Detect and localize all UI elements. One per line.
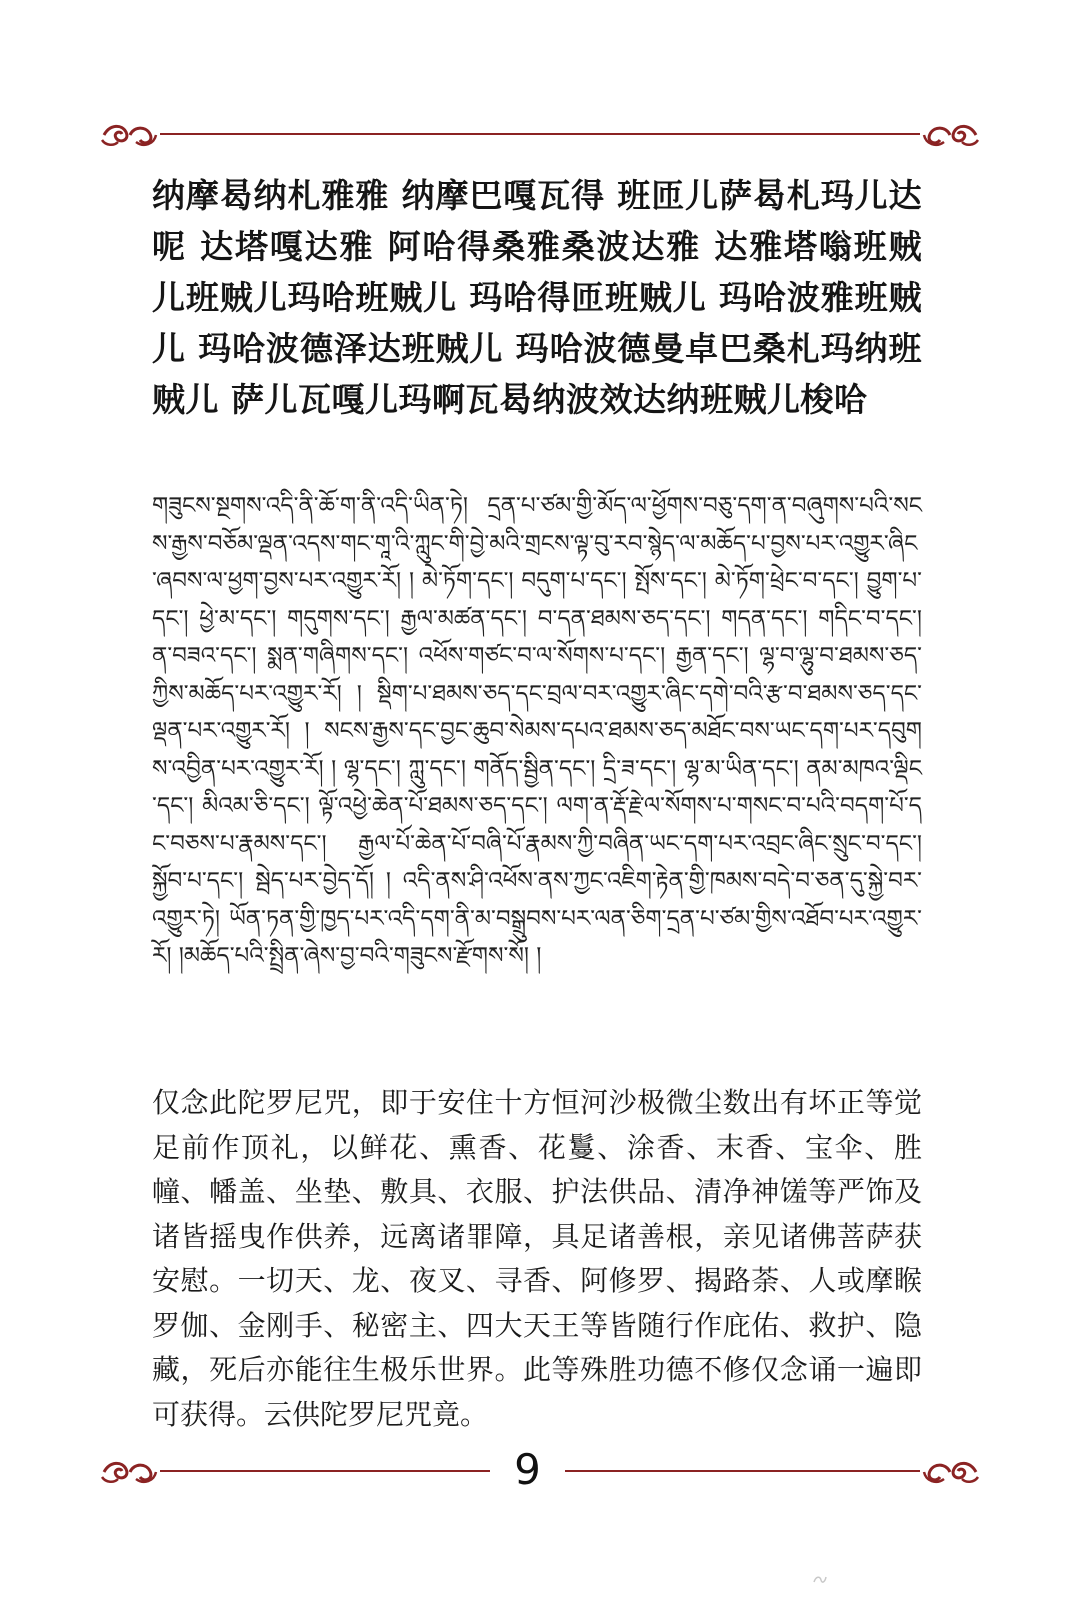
- tibetan-text-block: གཟུངས་སྔགས་འདི་ནི་ཆོ་ག་ནི་འདི་ཡིན་ཏེ། དྲན་པ་ཙམ་གྱི་མོད་ལ་ཕྱོགས་བཅུ་དག་ན་བཞུགས་པའི་སངས་རྒྱས་བཅོམ་ལྡན་འདས་གང་གཱ་འི་ཀླུང་གི་བྱེ་མའི་གྲངས་ལྟ་བུ་རབ་སྙེད་ལ་མཆོད་པ་བྱས་པར་འགྱུར་ཞིང་ཞབས་ལ་ཕྱག་བྱས་པར་འགྱུར་རོ། ། མེ་ཏོག་དང་། བདུག་པ་དང་། སྤོས་དང་། མེ་ཏོག་ཕྲེང་བ་དང་། བྱུག་པ་དང་། ཕྱེ་མ་དང་། གདུགས་དང་། རྒྱལ་མཚན་དང་། བ་དན་ཐམས་ཅད་དང་། གདན་དང་། གདིང་བ་དང་། ན་བཟའ་དང་། སྨན་གཞིགས་དང་། འཕོས་གཙང་བ་ལ་སོགས་པ་དང་། རྒྱན་དང་། ལྷ་བ་ལྷུ་བ་ཐམས་ཅད་ཀྱིས་མཆོད་པར་འགྱུར་རོ། ། སྡིག་པ་ཐམས་ཅད་དང་བྲལ་བར་འགྱུར་ཞིང་དགེ་བའི་རྩ་བ་ཐམས་ཅད་དང་ལྡན་པར་འགྱུར་རོ། ། སངས་རྒྱས་དང་བྱང་ཆུབ་སེམས་དཔའ་ཐམས་ཅད་མཐོང་བས་ཡང་དག་པར་དབུགས་འབྱིན་པར་འགྱུར་རོ། ། ལྷ་དང་། ཀླུ་དང་། གནོད་སྦྱིན་དང་། དྲི་ཟ་དང་། ལྷ་མ་ཡིན་དང་། ནམ་མཁའ་ལྡིང་དང་། མིའམ་ཅི་དང་། ལྟོ་འཕྱེ་ཆེན་པོ་ཐམས་ཅད་དང་། ལག་ན་རྡོ་རྗེ་ལ་སོགས་པ་གསང་བ་པའི་བདག་པོ་དང་བཅས་པ་རྣམས་དང་། རྒྱལ་པོ་ཆེན་པོ་བཞི་པོ་རྣམས་ཀྱི་བཞིན་ཡང་དག་པར་འབྲང་ཞིང་སྲུང་བ་དང་། སྐྱོབ་པ་དང་། སྦེད་པར་བྱེད་དོ། ། འདི་ནས་ཤི་འཕོས་ནས་ཀྱང་འཇིག་རྟེན་གྱི་ཁམས་བདེ་བ་ཅན་དུ་སྐྱེ་བར་འགྱུར་ཏེ། ཡོན་ཏན་གྱི་ཁྱད་པར་འདི་དག་ནི་མ་བསྒྲུབས་པར་ལན་ཅིག་དྲན་པ་ཙམ་གྱིས་འཐོབ་པར་འགྱུར་རོ། །མཆོད་པའི་སྤྲིན་ཞེས་བྱ་བའི་གཟུངས་རྫོགས་སོ། །: [152, 493, 922, 969]
- bottom-divider-line-left: [160, 1470, 490, 1472]
- bottom-divider-line-right: [565, 1470, 920, 1472]
- cloud-scroll-ornament-icon: [922, 120, 980, 150]
- page-number: 9: [514, 1445, 541, 1494]
- cloud-scroll-ornament-icon: [922, 1457, 980, 1487]
- small-logo-icon: [812, 1572, 828, 1586]
- cloud-scroll-ornament-icon: [100, 1457, 158, 1487]
- top-divider-line: [160, 133, 920, 135]
- mantra-transliteration: 纳摩曷纳札雅雅 纳摩巴嘎瓦得 班匝儿萨曷札玛儿达呢 达塔嘎达雅 阿哈得桑雅桑波达雅 达雅塔嗡班贼儿班贼儿玛哈班贼儿 玛哈得匝班贼儿 玛哈波雅班贼儿 玛哈波德泽达班贼儿 玛哈波德曼卓巴桑札玛纳班贼儿 萨儿瓦嘎儿玛啊瓦曷纳波效达纳班贼儿梭哈: [152, 176, 922, 419]
- cloud-scroll-ornament-icon: [100, 120, 158, 150]
- chinese-translation-paragraph: 仅念此陀罗尼咒，即于安住十方恒河沙极微尘数出有坏正等觉足前作顶礼，以鲜花、熏香、花鬘、涂香、末香、宝伞、胜幢、幡盖、坐垫、敷具、衣服、护法供品、清净神馐等严饰及诸皆摇曳作供养，远离诸罪障，具足诸善根，亲见诸佛菩萨获安慰。一切天、龙、夜叉、寻香、阿修罗、揭路荼、人或摩睺罗伽、金刚手、秘密主、四大天王等皆随行作庇佑、救护、隐藏，死后亦能往生极乐世界。此等殊胜功德不修仅念诵一遍即可获得。云供陀罗尼咒竟。: [152, 1086, 922, 1431]
